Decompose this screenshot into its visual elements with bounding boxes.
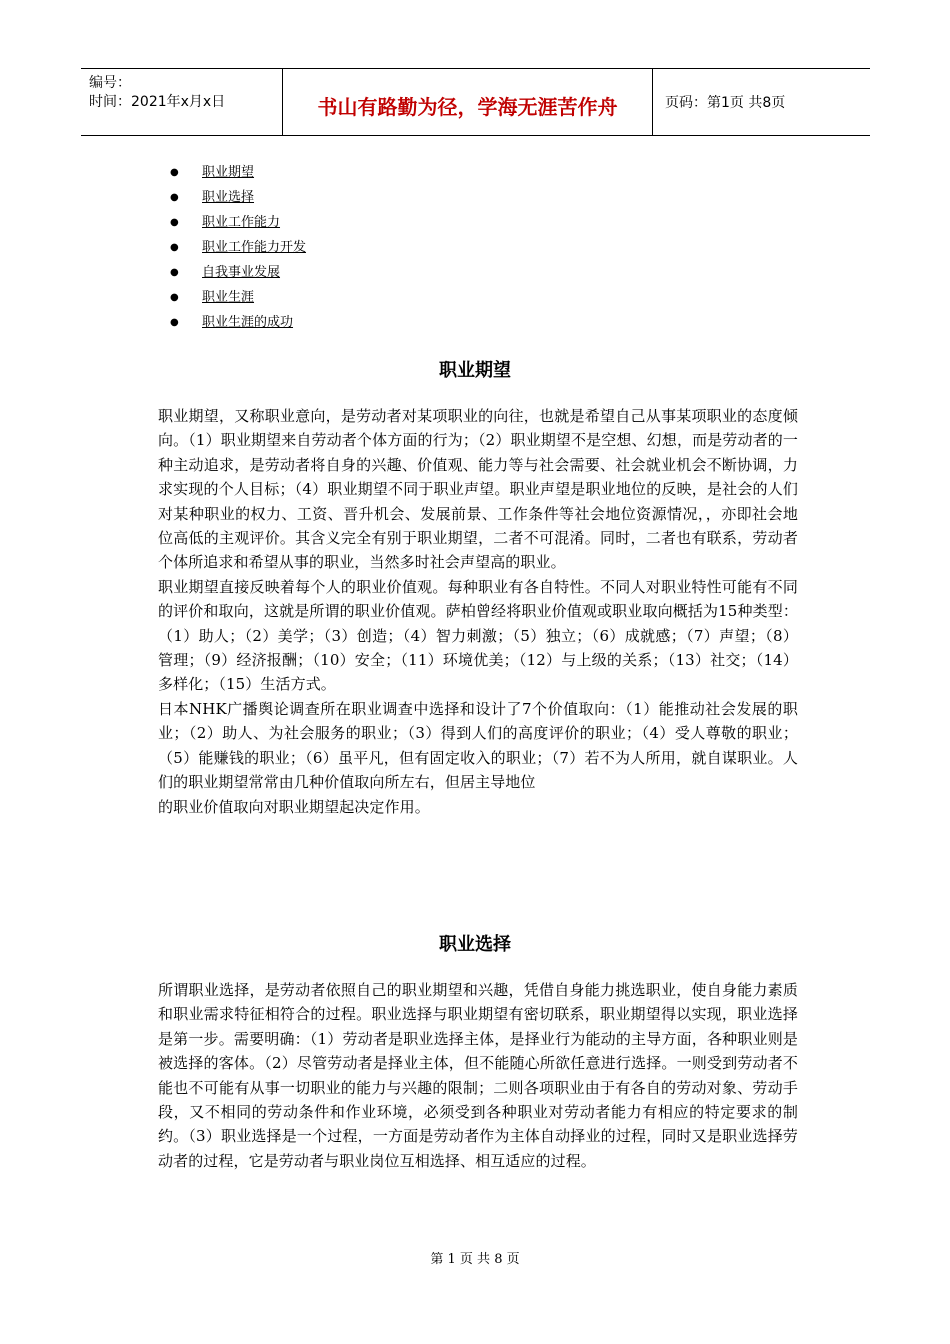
toc-link[interactable]: 职业生涯: [202, 290, 255, 305]
section-title-career-choice: 职业选择: [439, 934, 511, 955]
paragraph: 的职业价值取向对职业期望起决定作用。: [158, 797, 430, 816]
toc-item[interactable]: [170, 235, 306, 260]
bullet-icon: ●: [170, 167, 179, 178]
paragraph: 日本NHK广播舆论调查所在职业调查中选择和设计了7个价值取向：（1）能推动社会发展的职业；（2）助人、为社会服务的职业；（3）得到人们的高度评价的职业；（4）受人尊敬的职业；（5）能赚钱的职业；（6）虽平凡，但有固定收入的职业；（7）若不为人所用，就自谋职业。人们的职业期望常常由几种价值取向所左右，但居主导地位: [158, 699, 798, 792]
toc-item[interactable]: [170, 310, 306, 335]
toc-item[interactable]: [170, 160, 306, 185]
toc-item[interactable]: [170, 185, 306, 210]
paragraph: 职业期望，又称职业意向，是劳动者对某项职业的向往，也就是希望自己从事某项职业的态度倾向。（1）职业期望来自劳动者个体方面的行为；（2）职业期望不是空想、幻想，而是劳动者的一种主动追求，是劳动者将自身的兴趣、价值观、能力等与社会需要、社会就业机会不断协调，力求实现的个人目标；（4）职业期望不同于职业声望。职业声望是职业地位的反映，是社会的人们对某种职业的权力、工资、晋升机会、发展前景、工作条件等社会地位资源情况，，亦即社会地位高低的主观评价。其含义完全有别于职业期望，二者不可混淆。同时，二者也有联系，劳动者个体所追求和希望从事的职业，当然多时社会声望高的职业。: [158, 407, 798, 572]
header-page-info: 页码：第1页 共8页: [665, 95, 786, 111]
header-motto: 书山有路勤为径，学海无涯苦作舟: [283, 69, 653, 135]
bullet-icon: ●: [170, 317, 179, 328]
toc-link[interactable]: 职业期望: [202, 165, 255, 180]
toc-item[interactable]: [170, 285, 306, 310]
table-of-contents: [170, 160, 306, 335]
section-title-career-expectation: 职业期望: [439, 360, 511, 381]
page-header: [81, 68, 870, 136]
number-label: 编号：: [89, 75, 131, 91]
header-meta: [81, 69, 283, 135]
date-label: 时间：2021年x月x日: [89, 94, 226, 110]
bullet-icon: ●: [170, 192, 179, 203]
section-body-career-expectation: [158, 404, 798, 819]
toc-link[interactable]: 职业工作能力开发: [202, 240, 307, 255]
toc-link[interactable]: 职业工作能力: [202, 215, 281, 230]
bullet-icon: ●: [170, 292, 179, 303]
bullet-icon: ●: [170, 217, 179, 228]
section-body-career-choice: [158, 978, 798, 1173]
toc-link[interactable]: 自我事业发展: [202, 265, 281, 280]
bullet-icon: ●: [170, 267, 179, 278]
paragraph: 职业期望直接反映着每个人的职业价值观。每种职业有各自特性。不同人对职业特性可能有不同的评价和取向，这就是所谓的职业价值观。萨柏曾经将职业价值观或职业取向概括为15种类型：（1）助人；（2）美学；（3）创造；（4）智力刺激；（5）独立；（6）成就感；（7）声望；（8）管理；（9）经济报酬；（10）安全；（11）环境优美；（12）与上级的关系；（13）社交；（14）多样化；（15）生活方式。: [158, 577, 798, 694]
toc-link[interactable]: 职业选择: [202, 190, 255, 205]
bullet-icon: ●: [170, 242, 179, 253]
paragraph: 所谓职业选择，是劳动者依照自己的职业期望和兴趣，凭借自身能力挑选职业，使自身能力素质和职业需求特征相符合的过程。职业选择与职业期望有密切联系，职业期望得以实现，职业选择是第一步。需要明确：（1）劳动者是职业选择主体，是择业行为能动的主导方面，各种职业则是被选择的客体。（2）尽管劳动者是择业主体，但不能随心所欲任意进行选择。一则受到劳动者不能也不可能有从事一切职业的能力与兴趣的限制；二则各项职业由于有各自的劳动对象、劳动手段，又不相同的劳动条件和作业环境，必须受到各种职业对劳动者能力有相应的特定要求的制约。（3）职业选择是一个过程，一方面是劳动者作为主体自动择业的过程，同时又是职业选择劳动者的过程，它是劳动者与职业岗位互相选择、相互适应的过程。: [158, 981, 798, 1170]
toc-item[interactable]: [170, 260, 306, 285]
toc-link[interactable]: 职业生涯的成功: [202, 315, 294, 330]
page-footer: 第 1 页 共 8 页: [430, 1252, 520, 1267]
toc-item[interactable]: [170, 210, 306, 235]
